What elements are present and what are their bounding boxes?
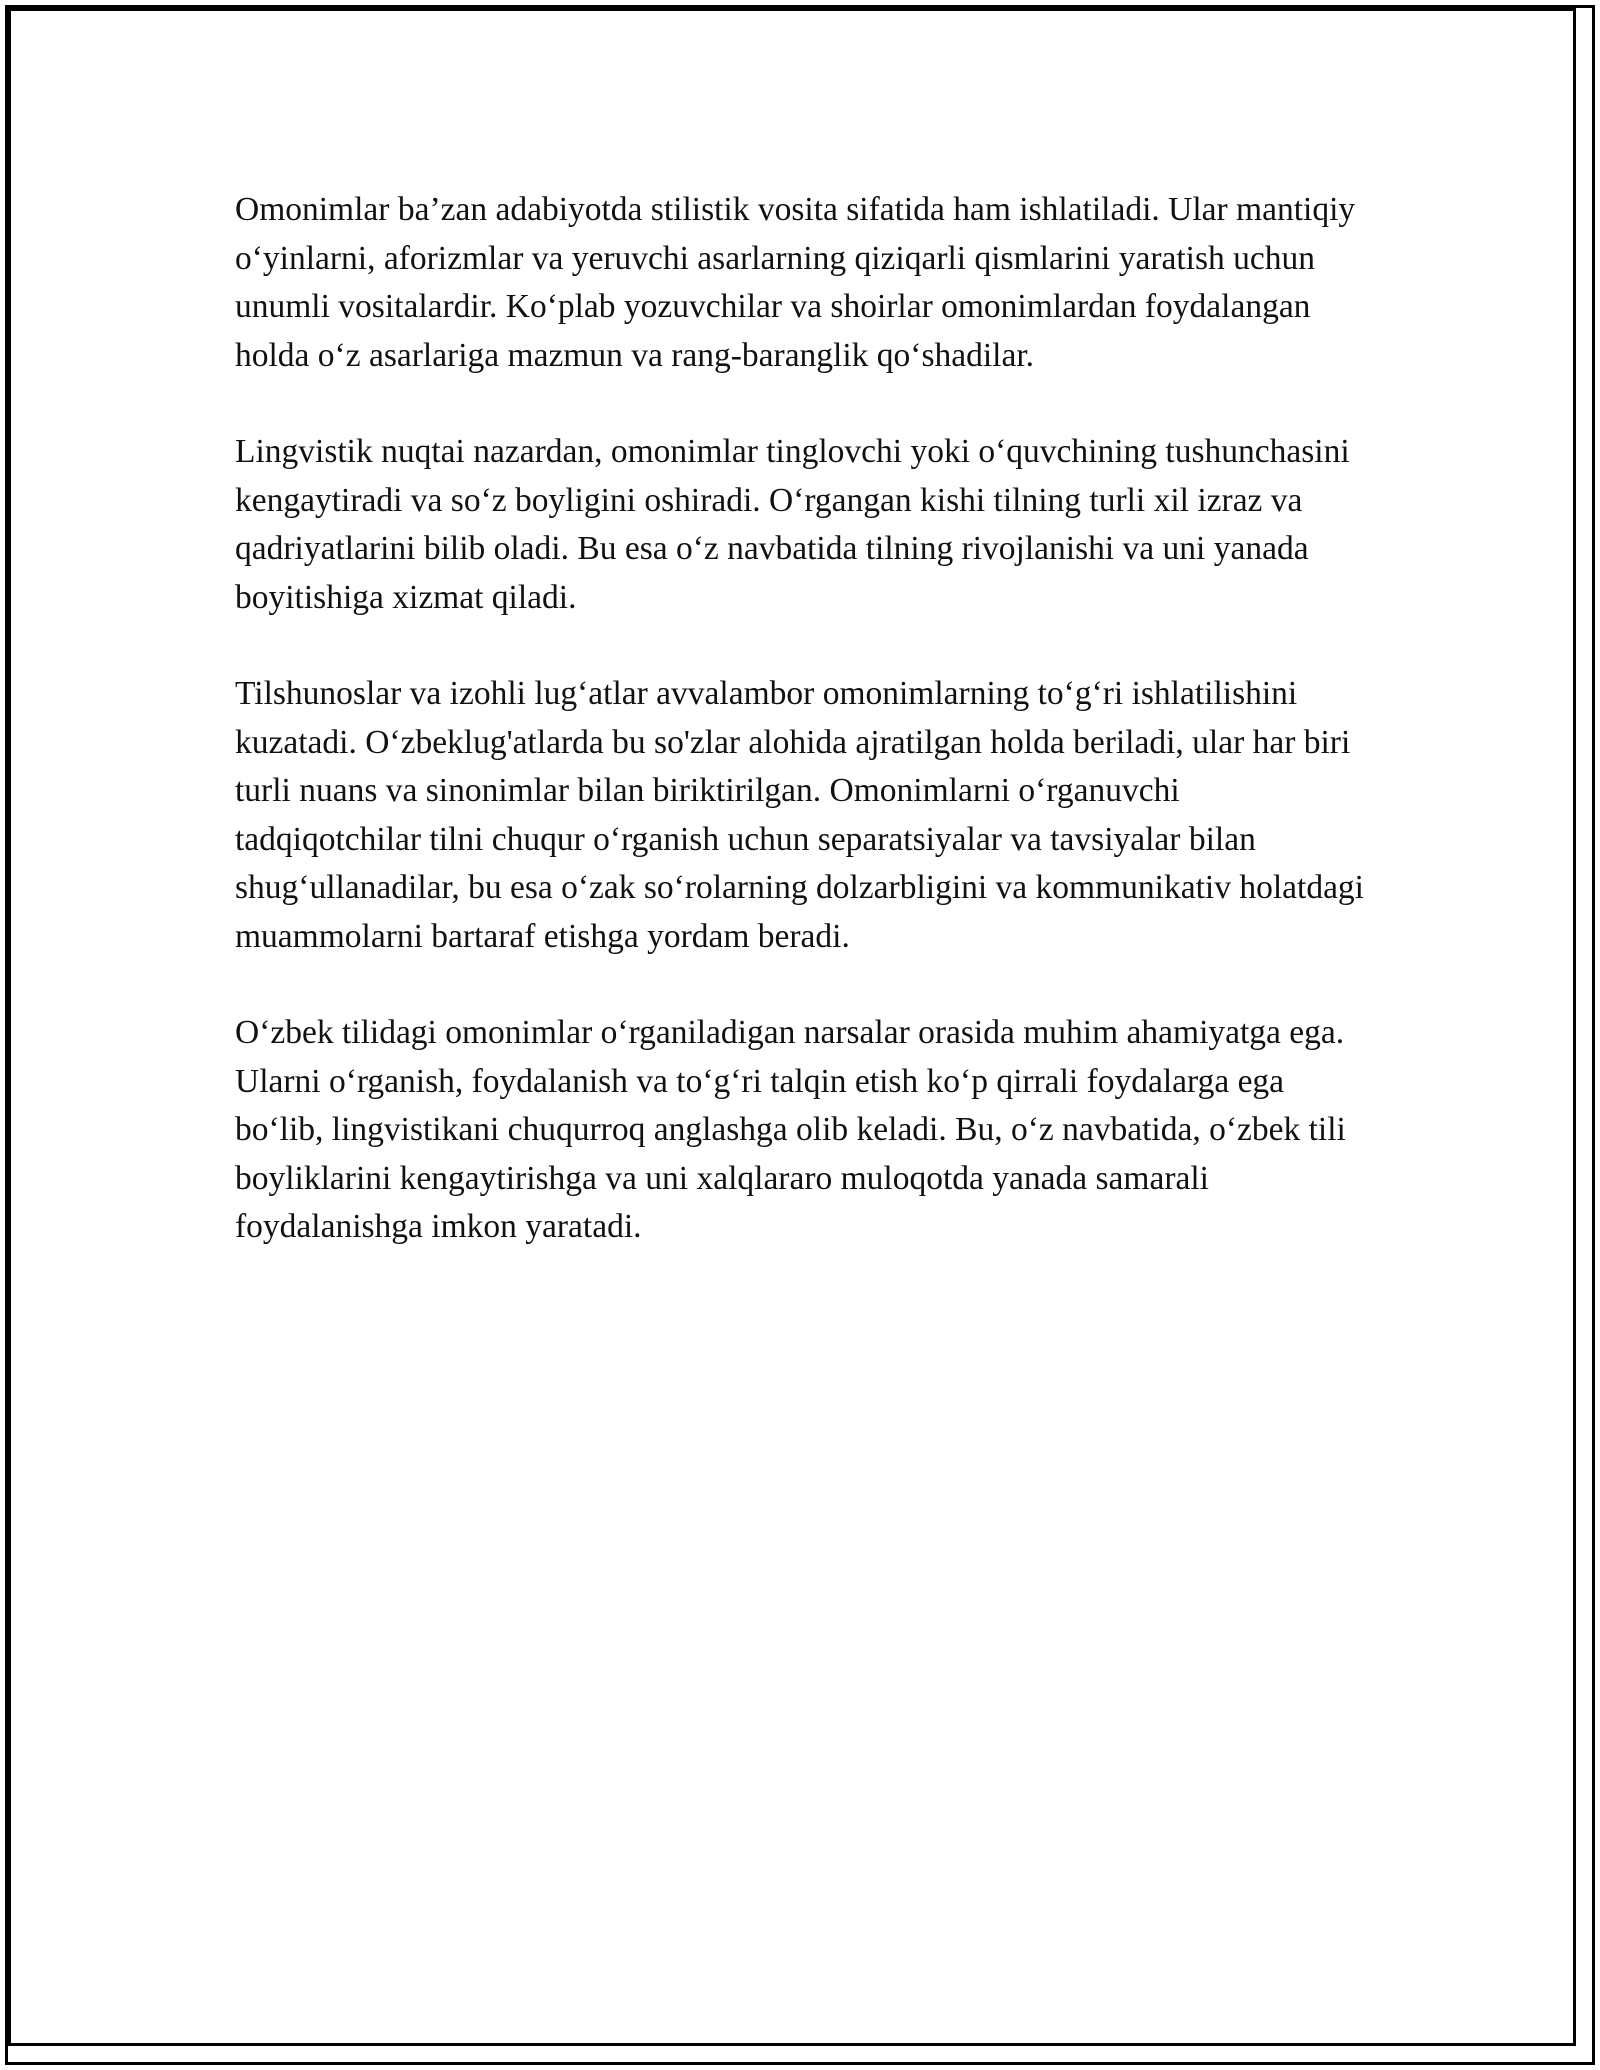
paragraph-4: O‘zbek tilidagi omonimlar o‘rganiladigan narsalar orasida muhim ahamiyatga ega. Ularni o‘rganish, foydalanish va to‘g‘ri talqin etish ko‘p qirrali foydalarga ega bo‘lib, lingvistikani chuqurroq anglashga olib keladi. Bu, o‘z navbatida, o‘zbek tili boyliklarini kengaytirishga va uni xalqlararo muloqotda yanada samarali foydalanishga imkon yaratadi. xyxy=(235,1014,1346,1245)
paragraph-3: Tilshunoslar va izohli lug‘atlar avvalambor omonimlarning to‘g‘ri ishlatilishini kuzatadi. O‘zbeklug'atlarda bu so'zlar alohida ajratilgan holda beriladi, ular har biri turli nuans va sinonimlar bilan biriktirilgan. Omonimlarni o‘rganuvchi tadqiqotchilar tilni chuqur o‘rganish uchun separatsiyalar va tavsiyalar bilan shug‘ullanadilar, bu esa o‘zak so‘rolarning dolzarbligini va kommunikativ holatdagi muammolarni bartaraf etishga yordam beradi. xyxy=(235,675,1364,955)
paragraph-2: Lingvistik nuqtai nazardan, omonimlar tinglovchi yoki o‘quvchining tushunchasini kengaytiradi va so‘z boyligini oshiradi. O‘rgangan kishi tilning turli xil izraz va qadriyatlarini bilib oladi. Bu esa o‘z navbatida tilning rivojlanishi va uni yanada boyitishiga xizmat qiladi. xyxy=(235,433,1350,616)
paragraph-1: Omonimlar ba’zan adabiyotda stilistik vosita sifatida ham ishlatiladi. Ular mantiqiy o‘yinlarni, aforizmlar va yeruvchi asarlarning qiziqarli qismlarini yaratish uchun unumli vositalardir. Ko‘plab yozuvchilar va shoirlar omonimlardan foydalangan holda o‘z asarlariga mazmun va rang-baranglik qo‘shadilar. xyxy=(235,191,1356,374)
document-body xyxy=(235,186,1365,1300)
